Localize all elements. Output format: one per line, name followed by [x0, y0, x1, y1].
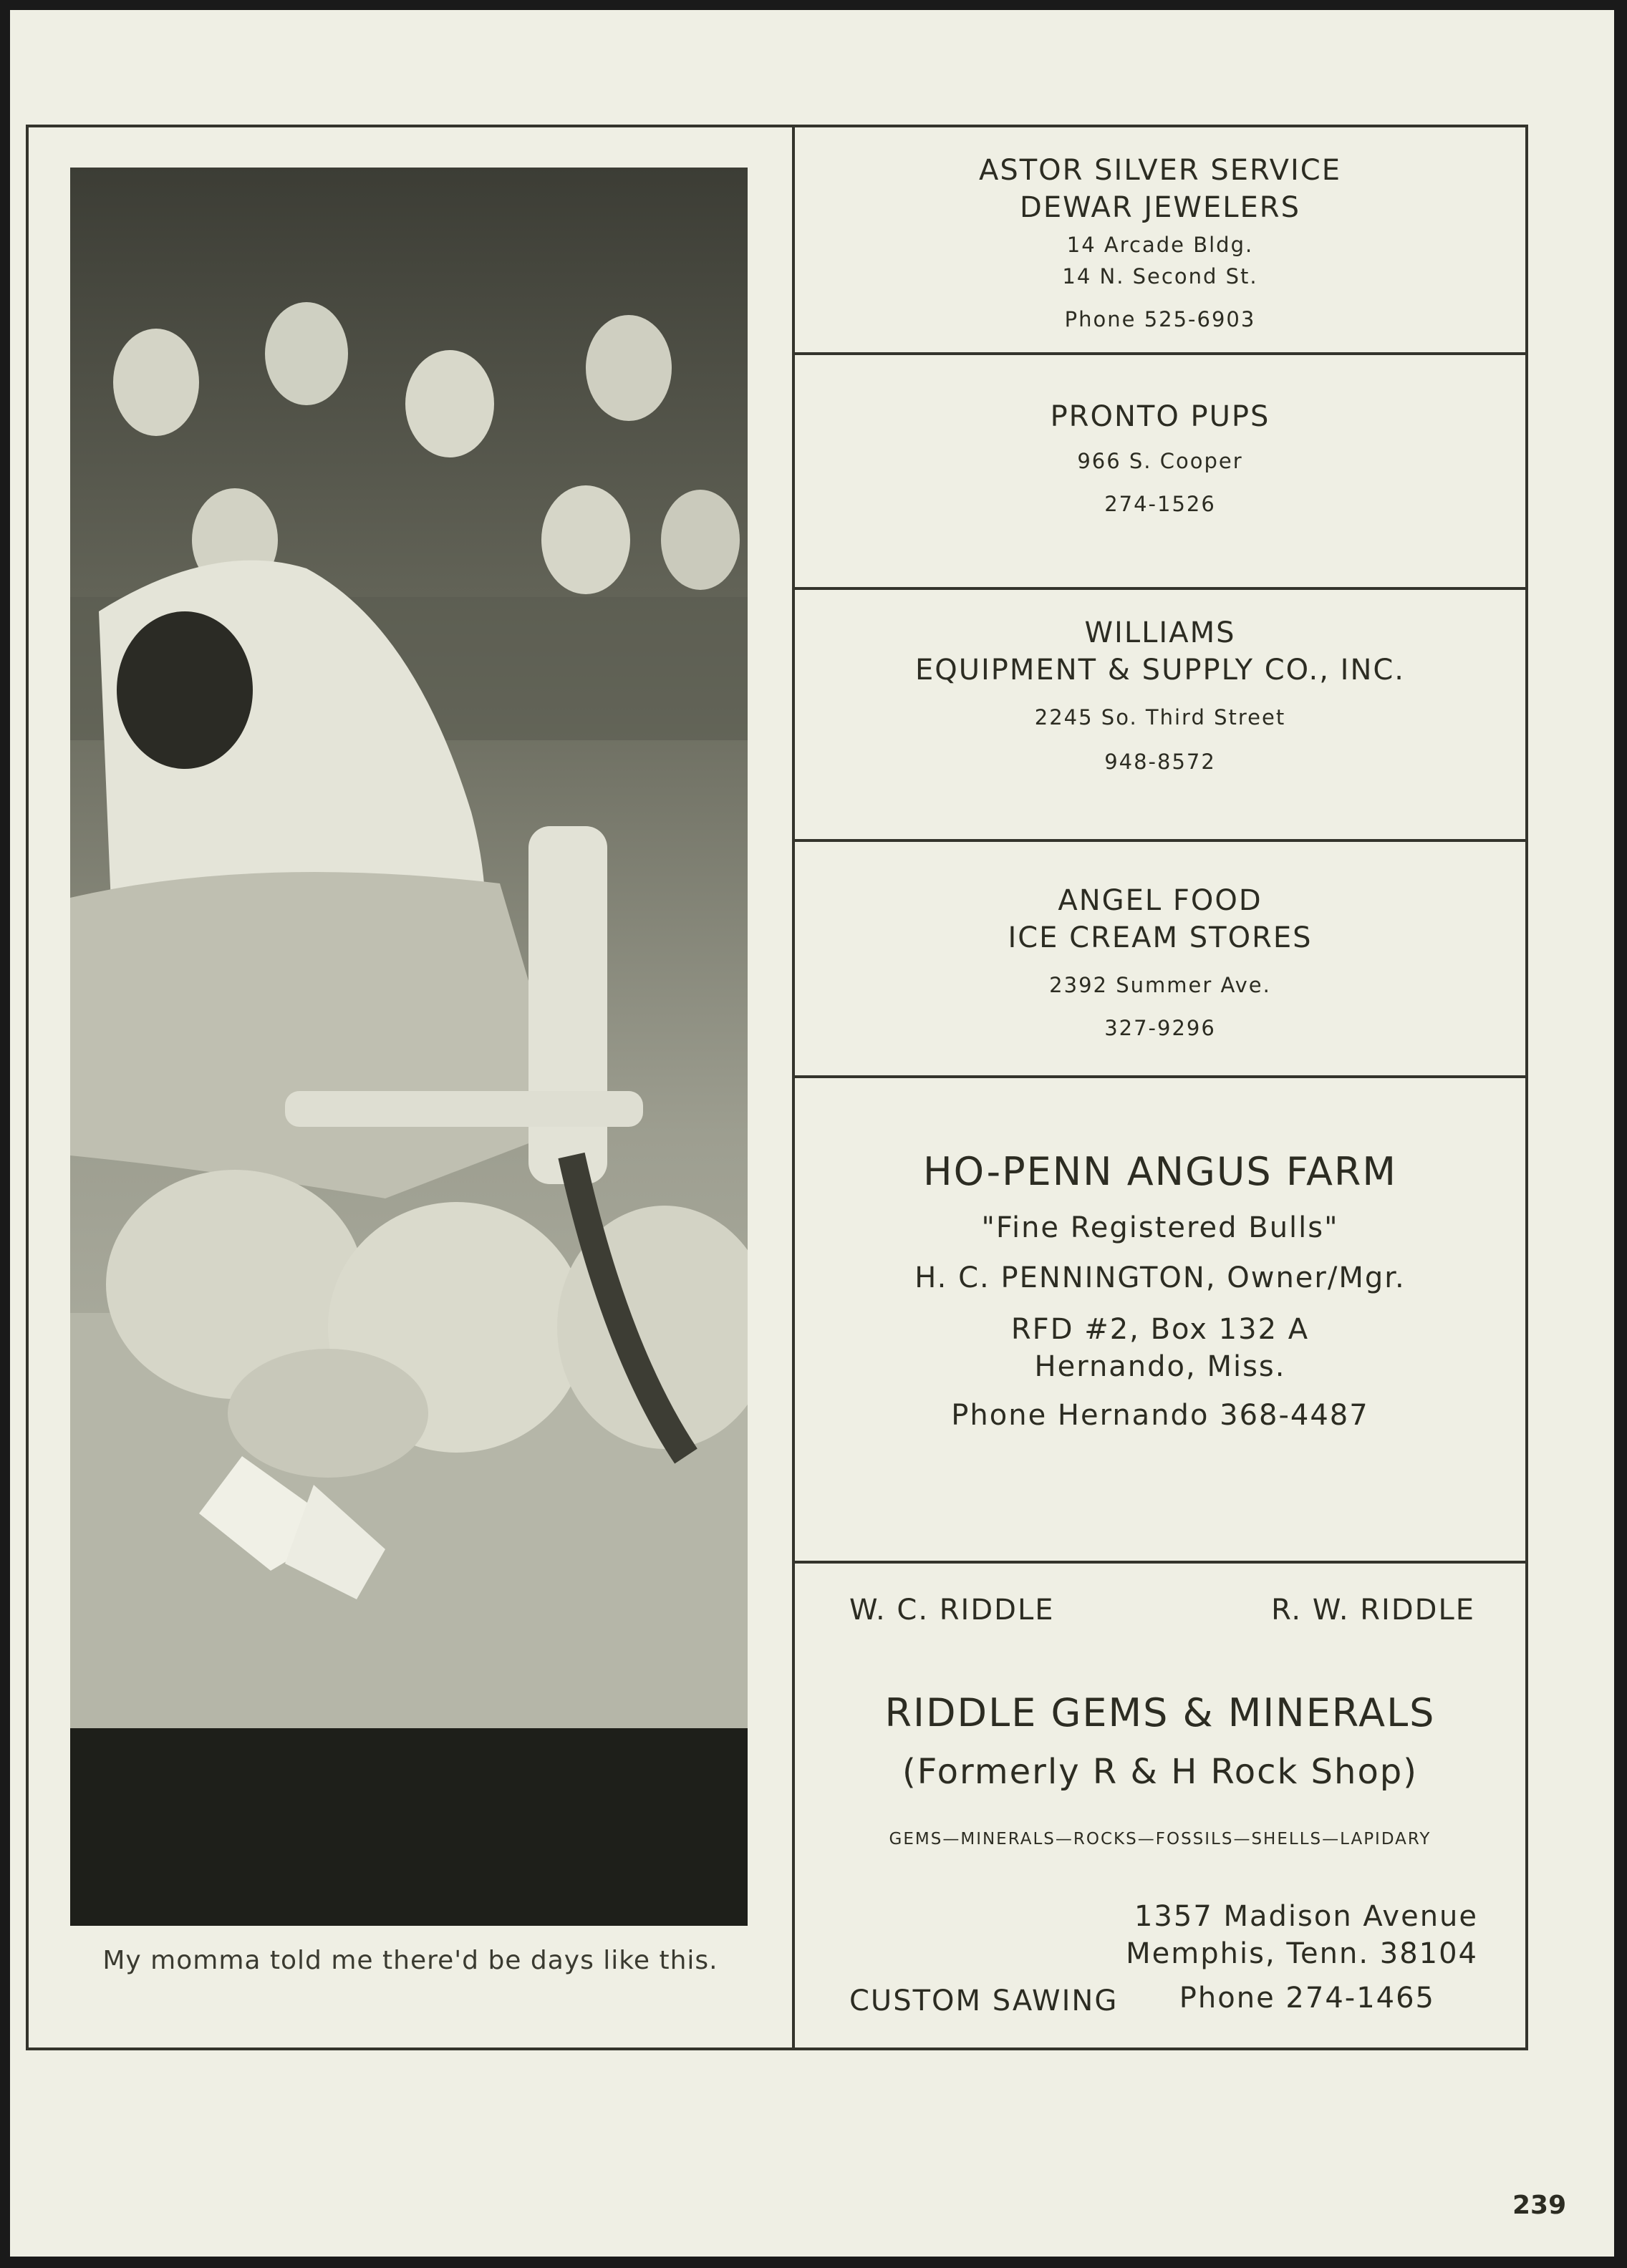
ad-address-line: Hernando, Miss.	[1034, 1350, 1286, 1383]
ad-name-line: ASTOR SILVER SERVICE	[978, 154, 1342, 187]
ad-name-line: WILLIAMS	[1084, 616, 1236, 649]
ad-name-line: EQUIPMENT & SUPPLY CO., INC.	[914, 654, 1406, 687]
ad-address-line: 1357 Madison Avenue	[1134, 1900, 1478, 1933]
ad-pronto-pups	[795, 355, 1525, 590]
ad-name-line: PRONTO PUPS	[1050, 400, 1270, 433]
page-number: 239	[1512, 2191, 1567, 2220]
ad-phone: Phone 274-1465	[1179, 1982, 1435, 2015]
ad-address-line: 966 S. Cooper	[1077, 449, 1243, 473]
ad-page-frame	[26, 125, 1528, 2050]
ad-address-line: 14 Arcade Bldg.	[1066, 233, 1254, 257]
ad-angel-food	[795, 842, 1525, 1078]
ad-name-line: ANGEL FOOD	[1058, 884, 1263, 917]
ad-owner-right: R. W. RIDDLE	[1271, 1594, 1475, 1627]
ad-service: CUSTOM SAWING	[849, 1984, 1119, 2017]
ad-phone: 327-9296	[1104, 1016, 1216, 1040]
ad-riddle-gems	[795, 1564, 1525, 2050]
yearbook-page	[10, 10, 1614, 2257]
ad-address-line: 14 N. Second St.	[1062, 264, 1258, 289]
ad-owner-left: W. C. RIDDLE	[849, 1594, 1055, 1627]
ad-address-line: 2392 Summer Ave.	[1049, 973, 1271, 997]
ad-phone: 274-1526	[1104, 492, 1216, 516]
ad-products: GEMS—MINERALS—ROCKS—FOSSILS—SHELLS—LAPIDARY	[889, 1830, 1432, 1848]
ad-name: HO-PENN ANGUS FARM	[922, 1149, 1398, 1194]
ad-astor-silver	[795, 127, 1525, 355]
advertisements-column	[795, 127, 1525, 2048]
ad-ho-penn-angus-farm	[795, 1078, 1525, 1564]
photo-caption: My momma told me there'd be days like this.	[102, 1946, 718, 1975]
ad-former-name: (Formerly R & H Rock Shop)	[902, 1752, 1418, 1792]
photo-column	[29, 127, 795, 2048]
ad-address-line: Memphis, Tenn. 38104	[1126, 1937, 1478, 1970]
ad-address-line: 2245 So. Third Street	[1034, 705, 1286, 730]
ad-slogan: "Fine Registered Bulls"	[981, 1211, 1339, 1244]
ad-phone: Phone 525-6903	[1064, 307, 1256, 331]
ad-address-line: RFD #2, Box 132 A	[1010, 1313, 1310, 1346]
ad-name: RIDDLE GEMS & MINERALS	[884, 1690, 1436, 1735]
ad-name-line: DEWAR JEWELERS	[1020, 191, 1300, 224]
ad-phone: 948-8572	[1104, 750, 1216, 774]
ad-phone: Phone Hernando 368-4487	[951, 1399, 1369, 1432]
man-popping-balloons-photo	[70, 168, 748, 1926]
ad-owner: H. C. PENNINGTON, Owner/Mgr.	[914, 1261, 1406, 1294]
ad-name-line: ICE CREAM STORES	[1008, 921, 1313, 954]
ad-williams-equipment	[795, 590, 1525, 842]
